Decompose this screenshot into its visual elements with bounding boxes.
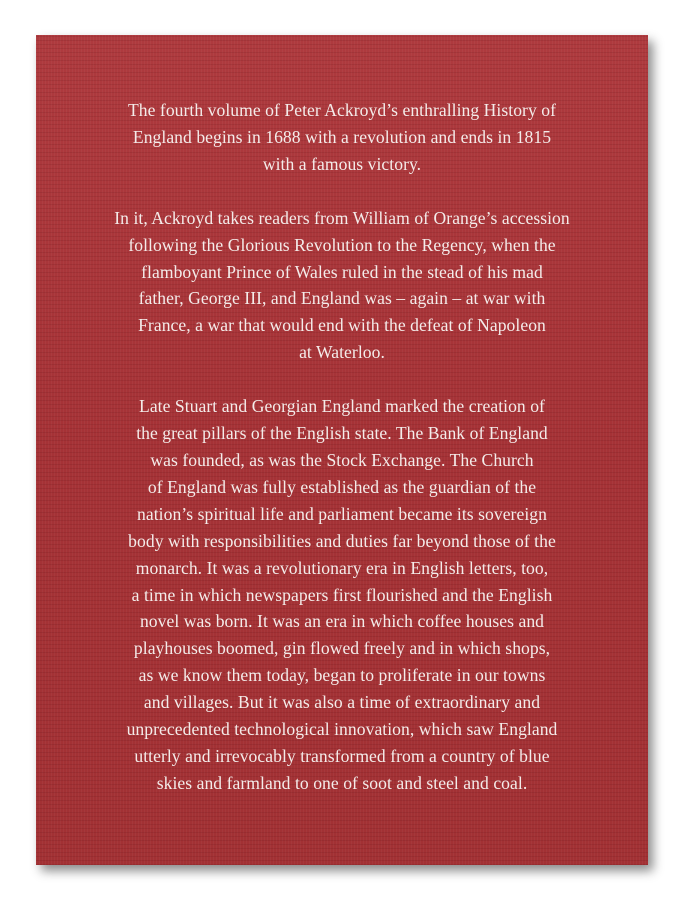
blurb-line: In it, Ackroyd takes readers from William of Orange’s accession xyxy=(114,207,570,228)
blurb-line: flamboyant Prince of Wales ruled in the stead of his mad xyxy=(141,261,543,282)
blurb-line: skies and farmland to one of soot and steel and coal. xyxy=(156,772,528,793)
blurb-line: nation’s spiritual life and parliament became its sovereign xyxy=(137,503,547,524)
blurb-line: utterly and irrevocably transformed from a country of blue xyxy=(134,745,550,766)
blurb-line: the great pillars of the English state. The Bank of England xyxy=(136,423,548,444)
blurb-line: unprecedented technological innovation, which saw England xyxy=(126,719,558,740)
blurb-line: playhouses boomed, gin flowed freely and in which shops, xyxy=(133,638,551,659)
blurb-line: novel was born. It was an era in which coffee houses and xyxy=(139,611,545,632)
blurb-line: The fourth volume of Peter Ackroyd’s enthralling History of xyxy=(127,100,557,120)
blurb-line: monarch. It was a revolutionary era in English letters, too, xyxy=(135,557,549,578)
blurb-line: of England was fully established as the guardian of the xyxy=(147,476,537,497)
blurb-line: Late Stuart and Georgian England marked the creation of xyxy=(139,396,545,417)
blurb-line: father, George III, and England was – again – at war with xyxy=(138,288,546,309)
blurb-line: following the Glorious Revolution to the Regency, when the xyxy=(128,234,556,255)
blurb-line: England begins in 1688 with a revolution and ends in 1815 xyxy=(132,126,552,147)
blurb-paragraph-2 xyxy=(62,205,622,366)
blurb-paragraph-1 xyxy=(62,97,622,178)
blurb-line: body with responsibilities and duties far beyond those of the xyxy=(128,530,556,551)
blurb-line: a time in which newspapers first flourished and the English xyxy=(131,584,553,605)
blurb-line: at Waterloo. xyxy=(299,342,385,363)
blurb-line: and villages. But it was also a time of extraordinary and xyxy=(143,692,541,713)
blurb-line: as we know them today, began to proliferate in our towns xyxy=(138,665,546,686)
book-back-cover xyxy=(36,35,648,865)
blurb-line: was founded, as was the Stock Exchange. The Church xyxy=(150,449,534,470)
blurb-line: France, a war that would end with the defeat of Napoleon xyxy=(138,315,546,336)
blurb-line: with a famous victory. xyxy=(262,153,422,174)
blurb-text xyxy=(62,97,622,797)
blurb-paragraph-3 xyxy=(62,393,622,797)
